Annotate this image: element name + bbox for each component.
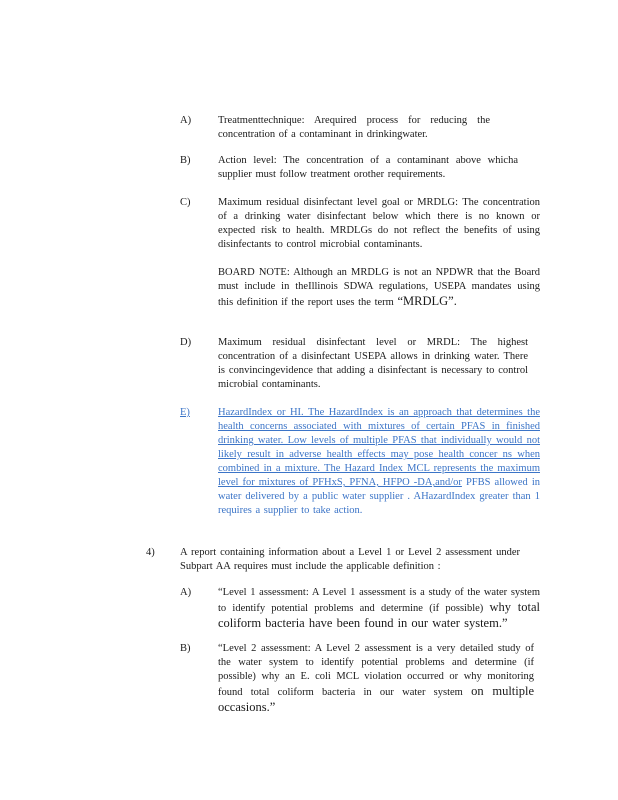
board-note-term: “MRDLG”. bbox=[397, 294, 457, 308]
board-note-text: BOARD NOTE: Although an MRDLG is not an NPDWR that the Board must include in theIllinois SDWA regulations, USEPA mandates using this definition if the report uses the term bbox=[218, 267, 540, 308]
section-4-item-b-label: B) bbox=[180, 643, 191, 654]
board-note bbox=[218, 266, 540, 310]
item-e-text bbox=[218, 406, 540, 518]
item-d-label: D) bbox=[180, 337, 192, 348]
level1-definition: “Level 1 assessment: A Level 1 assessment is a study of the water system to identify potential problems and determine (if possible) bbox=[218, 587, 540, 614]
section-4-text: A report containing information about a Level 1 or Level 2 assessment under Subpart AA requires must include the applicable definition : bbox=[180, 547, 520, 572]
section-4-item-a-text bbox=[218, 586, 540, 632]
section-4-label: 4) bbox=[146, 547, 155, 558]
item-b-text: Action level: The concentration of a contaminant above whicha supplier must follow treatment orother requirements. bbox=[218, 155, 518, 180]
item-d-text: Maximum residual disinfectant level or MRDL: The highest concentration of a disinfectant USEPA allows in drinking water. There is convincingevidence that adding a disinfectant is necessary to control microbial contaminants. bbox=[218, 337, 528, 390]
item-e-text-underlined: HazardIndex or HI. The HazardIndex is an approach that determines the health concerns associated with mixtures of certain PFAS in finished drinking water. Low levels of multiple PFAS that individually would not likely result in adverse health effects may pose health concer ns when combined in a mixture. The Hazard Index MCL represents the maximum level for mixtures of PFHxS, PFNA, HFPO -DA,and/or bbox=[218, 407, 540, 488]
section-4-item-b-text bbox=[218, 642, 534, 716]
item-c-text: Maximum residual disinfectant level goal or MRDLG: The concentration of a drinking water disinfectant below which there is no known or expected risk to health. MRDLGs do not reflect the benefits of using disinfectants to control microbial contaminants. bbox=[218, 197, 540, 250]
item-e-label: E) bbox=[180, 407, 190, 418]
item-c-label: C) bbox=[180, 197, 191, 208]
level2-definition-end: on multiple occasions.” bbox=[218, 684, 535, 714]
item-a-label: A) bbox=[180, 115, 192, 126]
item-e-text-plain: PFBS allowed in water delivered by a public water supplier . AHazardIndex greater than 1 requires a supplier to take action. bbox=[218, 477, 540, 516]
section-4-item-a-label: A) bbox=[180, 587, 192, 598]
item-b-label: B) bbox=[180, 155, 191, 166]
item-a-text: Treatmenttechnique: Arequired process for reducing the concentration of a contaminant in drinkingwater. bbox=[218, 115, 490, 140]
level1-definition-end: why total coliform bacteria have been found in our water system.” bbox=[218, 600, 541, 630]
level2-definition: “Level 2 assessment: A Level 2 assessment is a very detailed study of the water system to identify potential problems and determine (if possible) why an E. coli MCL violation occurred or why monitoring found total coliform bacteria in our water system bbox=[218, 643, 534, 698]
